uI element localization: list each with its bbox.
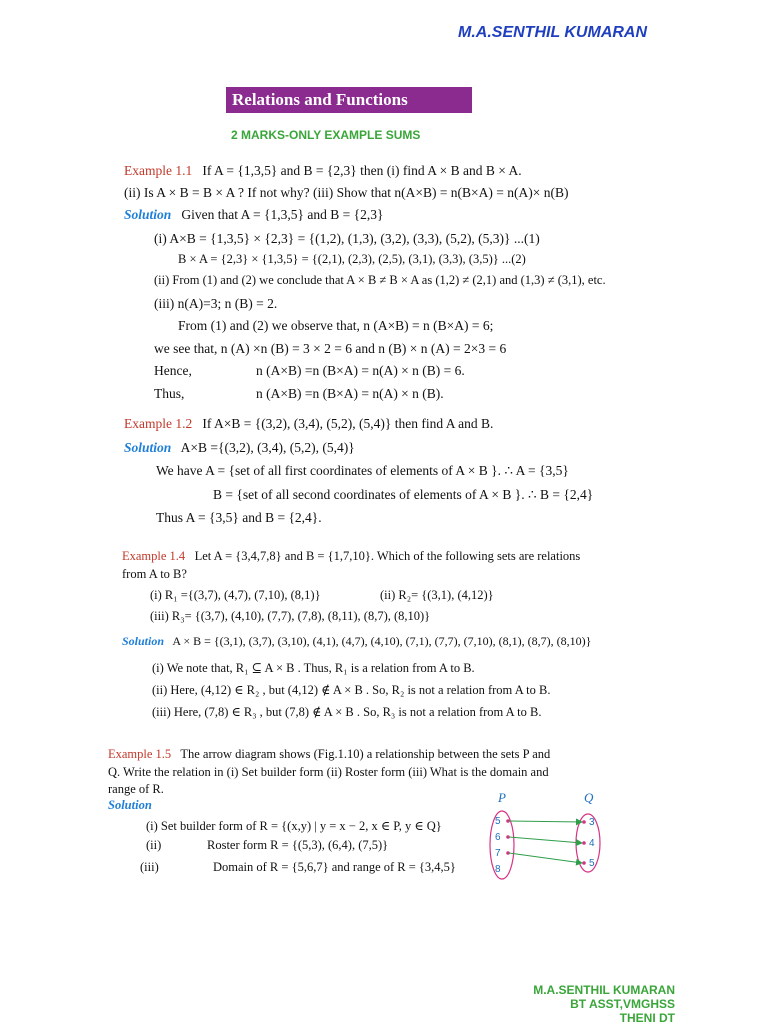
page-subtitle: 2 MARKS-ONLY EXAMPLE SUMS bbox=[231, 128, 421, 142]
example-question: The arrow diagram shows (Fig.1.10) a relationship between the sets P and bbox=[180, 747, 551, 761]
author-header: M.A.SENTHIL KUMARAN bbox=[458, 24, 648, 41]
solution-step: (ii) bbox=[146, 838, 162, 852]
solution-step: (iii) bbox=[140, 860, 159, 874]
solution-text: A×B ={(3,2), (3,4), (5,2), (5,4)} bbox=[180, 440, 355, 455]
arrow-diagram bbox=[480, 790, 620, 882]
p-element: 7 bbox=[495, 848, 501, 859]
solution-step: B = {set of all second coordinates of elements of A × B }. ∴ B = {2,4} bbox=[213, 487, 594, 502]
relation-r1: (i) R₁ ={(3,7), (4,7), (7,10), (8,1)} bbox=[150, 588, 321, 602]
example-label: Example 1.1 bbox=[124, 163, 193, 178]
q-element: 4 bbox=[589, 838, 595, 849]
solution-text: A × B = {(3,1), (3,7), (3,10), (4,1), (4,7), (4,10), (7,1), (7,7), (7,10), (8,1), (8,7), (8,10)} bbox=[172, 634, 592, 648]
example-question: If A×B = {(3,2), (3,4), (5,2), (5,4)} then find A and B. bbox=[202, 416, 494, 431]
p-element: 6 bbox=[495, 832, 501, 843]
example-question-line: from A to B? bbox=[122, 567, 187, 581]
solution-step: (i) Set builder form of R = {(x,y) | y = x − 2, x ∈ P, y ∈ Q} bbox=[146, 819, 442, 833]
q-element: 5 bbox=[589, 858, 595, 869]
example-1-4 bbox=[122, 549, 580, 564]
example-label: Example 1.4 bbox=[122, 549, 186, 563]
footer bbox=[533, 983, 675, 1025]
solution-label: Solution bbox=[122, 634, 165, 648]
solution-step: We have A = {set of all first coordinates of elements of A × B }. ∴ A = {3,5} bbox=[156, 463, 569, 478]
q-element: 3 bbox=[589, 817, 595, 828]
solution-step: (i) A×B = {1,3,5} × {2,3} = {(1,2), (1,3), (3,2), (3,3), (5,2), (5,3)} ...(1) bbox=[154, 231, 540, 246]
example-1-2 bbox=[124, 416, 493, 432]
solution-step: we see that, n (A) ×n (B) = 3 × 2 = 6 and n (B) × n (A) = 2×3 = 6 bbox=[154, 341, 507, 356]
example-label: Example 1.5 bbox=[108, 747, 172, 761]
footer-name: M.A.SENTHIL KUMARAN bbox=[533, 983, 675, 997]
solution-line bbox=[124, 207, 383, 223]
set-p-label: P bbox=[498, 790, 506, 805]
solution-step: (iii) n(A)=3; n (B) = 2. bbox=[154, 296, 278, 311]
page-title: Relations and Functions bbox=[226, 87, 472, 113]
arrow-5-3 bbox=[509, 821, 582, 822]
solution-step: Thus, bbox=[154, 386, 185, 401]
arrow-7-5 bbox=[509, 853, 582, 863]
solution-text: Given that A = {1,3,5} and B = {2,3} bbox=[181, 207, 384, 222]
solution-step: (i) We note that, R₁ ⊆ A × B . Thus, R₁ is a relation from A to B. bbox=[152, 661, 475, 675]
solution-step: Hence, bbox=[154, 363, 192, 378]
solution-step: B × A = {2,3} × {1,3,5} = {(2,1), (2,3), (2,5), (3,1), (3,3), (3,5)} ...(2) bbox=[178, 252, 526, 266]
example-question: Let A = {3,4,7,8} and B = {1,7,10}. Which of the following sets are relations bbox=[194, 549, 581, 563]
example-question-line: Q. Write the relation in (i) Set builder form (ii) Roster form (iii) What is the domain and bbox=[108, 765, 549, 779]
solution-step: From (1) and (2) we observe that, n (A×B) = n (B×A) = 6; bbox=[178, 318, 494, 333]
solution-step: n (A×B) =n (B×A) = n(A) × n (B) = 6. bbox=[256, 363, 465, 378]
example-1-1 bbox=[124, 163, 522, 179]
example-question-line: range of R. bbox=[108, 782, 164, 796]
footer-location: THENI DT bbox=[619, 1011, 675, 1025]
solution-step: Thus A = {3,5} and B = {2,4}. bbox=[156, 510, 322, 525]
solution-step: (ii) From (1) and (2) we conclude that A × B ≠ B × A as (1,2) ≠ (2,1) and (1,3) ≠ (3,1), etc. bbox=[154, 273, 606, 287]
solution-step: (ii) Here, (4,12) ∈ R₂ , but (4,12) ∉ A × B . So, R₂ is not a relation from A to B. bbox=[152, 683, 551, 697]
solution-step: Domain of R = {5,6,7} and range of R = {3,4,5} bbox=[213, 860, 456, 874]
example-label: Example 1.2 bbox=[124, 416, 193, 431]
solution-step: Roster form R = {(5,3), (6,4), (7,5)} bbox=[207, 838, 389, 852]
solution-step: (iii) Here, (7,8) ∈ R₃ , but (7,8) ∉ A × B . So, R₃ is not a relation from A to B. bbox=[152, 705, 542, 719]
solution-label: Solution bbox=[108, 798, 152, 812]
solution-label: Solution bbox=[124, 440, 172, 455]
p-element: 5 bbox=[495, 816, 501, 827]
relation-r3: (iii) R₃= {(3,7), (4,10), (7,7), (7,8), (8,11), (8,7), (8,10)} bbox=[150, 609, 431, 623]
set-q-label: Q bbox=[584, 790, 594, 805]
footer-role: BT ASST,VMGHSS bbox=[570, 997, 675, 1011]
solution-line bbox=[124, 440, 355, 456]
p-element: 8 bbox=[495, 864, 501, 875]
arrow-6-4 bbox=[509, 837, 582, 843]
example-question: If A = {1,3,5} and B = {2,3} then (i) find A × B and B × A. bbox=[202, 163, 522, 178]
solution-label: Solution bbox=[124, 207, 172, 222]
relation-r2: (ii) R₂= {(3,1), (4,12)} bbox=[380, 588, 494, 602]
example-1-5 bbox=[108, 747, 550, 762]
solution-line bbox=[122, 634, 591, 649]
example-question-line: (ii) Is A × B = B × A ? If not why? (iii) Show that n(A×B) = n(B×A) = n(A)× n(B) bbox=[124, 185, 569, 200]
solution-step: n (A×B) =n (B×A) = n(A) × n (B). bbox=[256, 386, 444, 401]
